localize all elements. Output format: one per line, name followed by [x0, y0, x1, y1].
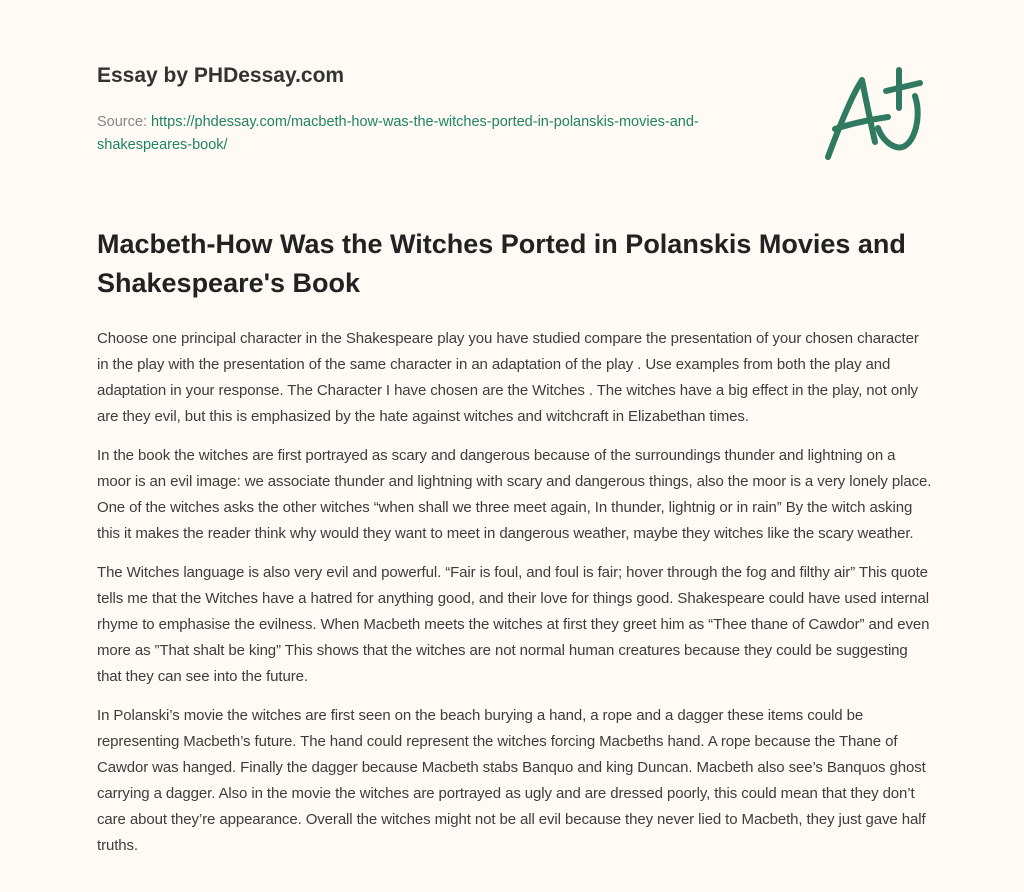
- essay-body: [97, 326, 932, 872]
- paragraph: In the book the witches are first portrayed as scary and dangerous because of the surroundings thunder and lightning on a moor is an evil image: we associate thunder and lightning with scary and dangerous things, also the moor is a very lonely place. One of the witches asks the other witches “when shall we three meet again, In thunder, lightnig or in rain” By the witch asking this it makes the reader think why would they want to meet in dangerous weather, maybe they witches like the scary weather.: [97, 447, 932, 542]
- paragraph: The Witches language is also very evil and powerful. “Fair is foul, and foul is fair; hover through the fog and filthy air” This quote tells me that the Witches have a hatred for anything good, and their love for things good. Shakespeare could have used internal rhyme to emphasise the evilness. When Macbeth meets the witches at first they greet him as “Thee thane of Cawdor” and even more as ”That shalt be king” This shows that the witches are not normal human creatures because they could be suggesting that they can see into the future.: [97, 564, 930, 685]
- site-brand: Essay by PHDessay.com: [97, 64, 345, 87]
- a-plus-logo: [820, 60, 940, 170]
- paragraph: Choose one principal character in the Shakespeare play you have studied compare the presentation of your chosen character in the play with the presentation of the same character in an adaptation of the play . Use examples from both the play and adaptation in your response. The Character I have chosen are the Witches . The witches have a big effect in the play, not only are they evil, but this is emphasized by the hate against witches and witchcraft in Elizabethan times.: [97, 330, 919, 425]
- source-label: Source:: [97, 114, 147, 130]
- source-link[interactable]: https://phdessay.com/macbeth-how-was-the-witches-ported-in-polanskis-movies-and-shakespeares-book/: [97, 114, 699, 153]
- essay-title: Macbeth-How Was the Witches Ported in Polanskis Movies and Shakespeare's Book: [97, 229, 906, 298]
- source-line: [97, 111, 737, 157]
- paragraph: In Polanski’s movie the witches are first seen on the beach burying a hand, a rope and a dagger these items could be representing Macbeth’s future. The hand could represent the witches forcing Macbeths hand. A rope because the Thane of Cawdor was hanged. Finally the dagger because Macbeth stabs Banquo and king Duncan. Macbeth also see’s Banquos ghost carrying a dagger. Also in the movie the witches are portrayed as ugly and are dressed poorly, this could mean that they don’t care about they’re appearance. Overall the witches might not be all evil because they never lied to Macbeth, they just gave half truths.: [97, 707, 926, 854]
